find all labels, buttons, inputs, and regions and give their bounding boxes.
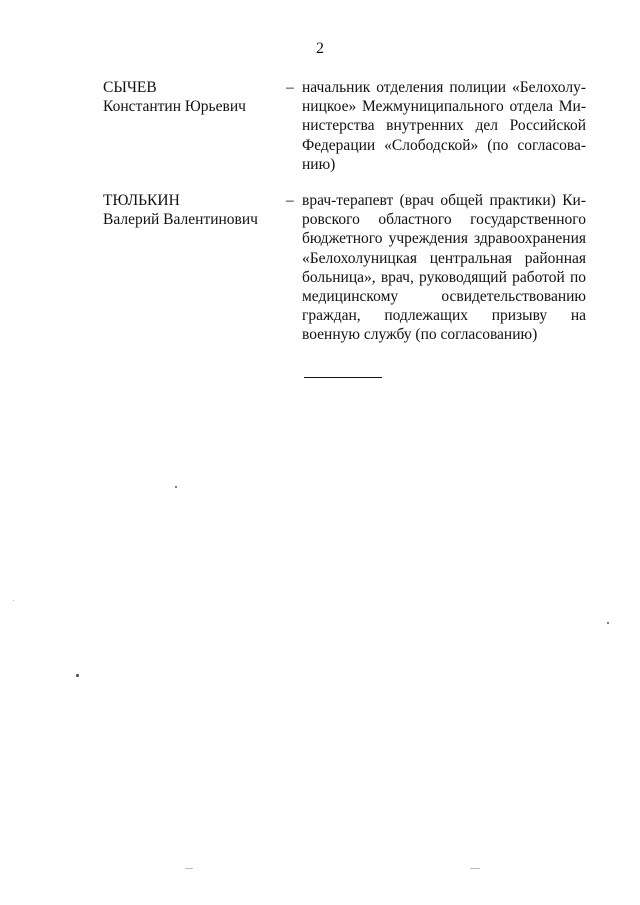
scan-speck xyxy=(470,868,480,869)
member-given-names: Валерий Валентинович xyxy=(103,211,258,229)
scan-speck xyxy=(13,600,14,601)
scan-speck xyxy=(76,674,79,677)
member-surname: СЫЧЕВ xyxy=(103,79,157,96)
member-name xyxy=(103,191,278,229)
member-position-description: врач-терапевт (врач общей практики) Кировского областного государственного бюджетного учреждения здравоохранения «Белохолуницкая центральная районная больница», врач, руководящий работой по медицинскому освидетельствованию граждан, подлежащих призыву на военную службу (по согласованию) xyxy=(302,192,586,344)
entry-dash: – xyxy=(286,192,294,209)
member-name xyxy=(103,78,278,116)
scan-speck xyxy=(607,622,609,624)
page-number: 2 xyxy=(316,40,324,57)
entry-dash: – xyxy=(286,79,294,96)
member-given-names: Константин Юрьевич xyxy=(103,98,246,116)
member-position-description: начальник отделения полиции «Белохолуницкое» Межмуниципального отдела Министерства внутренних дел Российской Федерации «Слободской» (по согласованию) xyxy=(302,79,586,173)
end-of-list-rule xyxy=(304,377,382,378)
scan-speck xyxy=(175,486,177,488)
scan-speck xyxy=(185,868,193,869)
member-surname: ТЮЛЬКИН xyxy=(103,192,180,209)
